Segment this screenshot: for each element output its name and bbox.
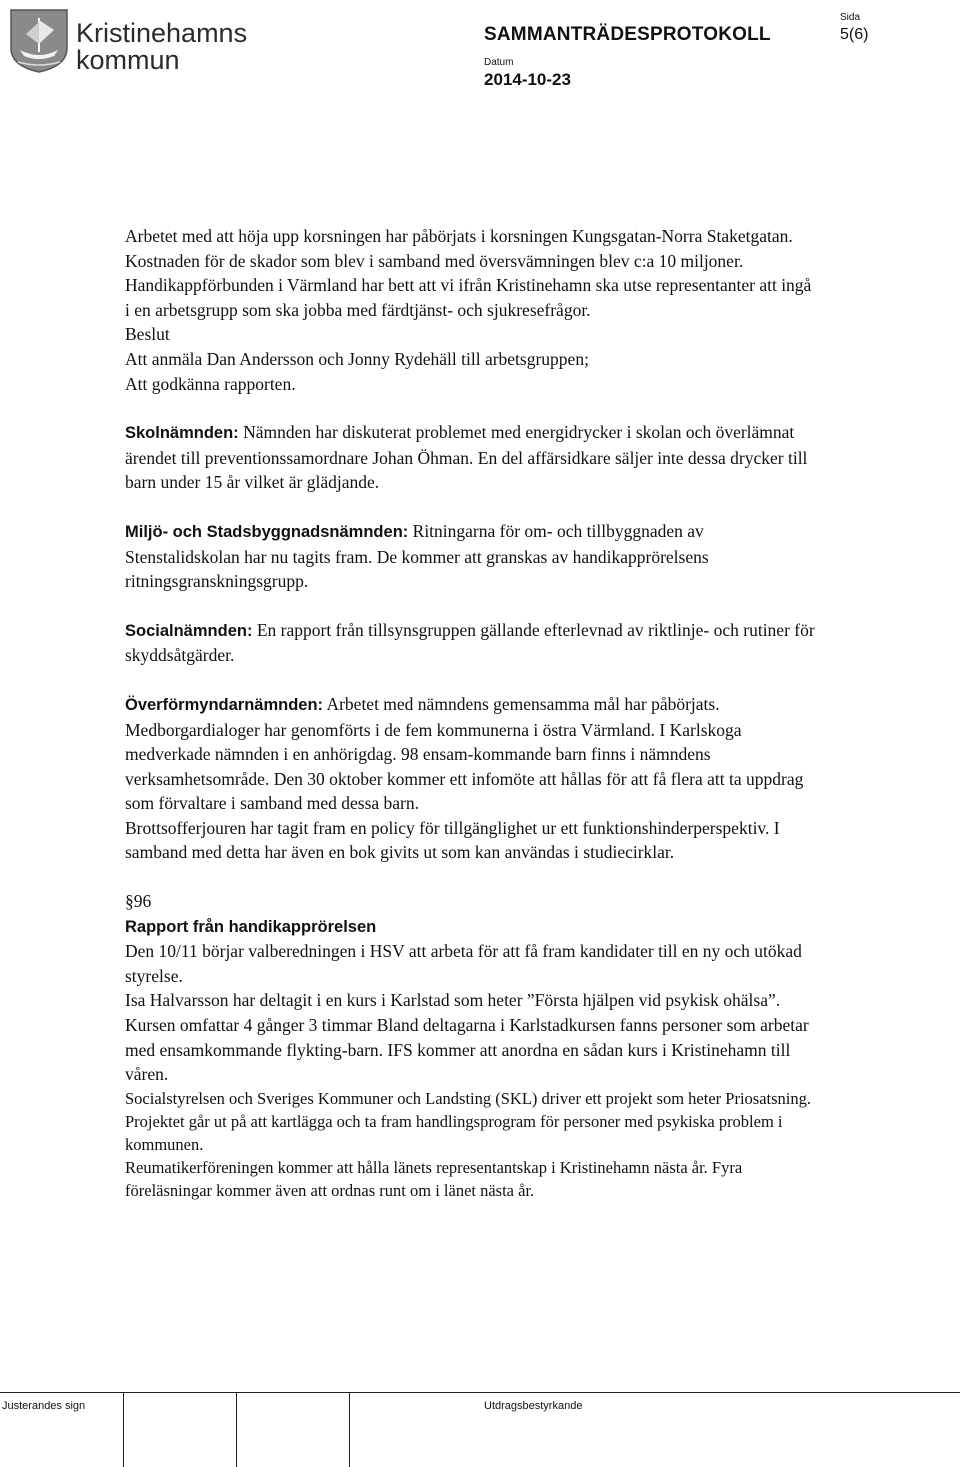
- decision-item-2: Att godkänna rapporten.: [125, 373, 296, 394]
- page-label: Sida: [840, 12, 861, 23]
- paragraph-handikappforbunden: Handikappförbunden i Värmland har bett att vi ifrån Kristinehamn ska utse representanter att ingå i en arbetsgrupp som ska jobba med färdtjänst- och sjukresefrågor.: [125, 275, 812, 320]
- page-number: 5(6): [840, 26, 869, 43]
- signature-footer: [0, 1392, 960, 1466]
- organization-name-line2: kommun: [76, 45, 180, 75]
- footer-column-divider: [349, 1393, 350, 1467]
- section-heading: Överförmyndarnämnden:: [125, 695, 324, 714]
- decision-item-1: Att anmäla Dan Andersson och Jonny Rydehäll till arbetsgruppen;: [125, 348, 589, 369]
- organization-name-line1: Kristinehamns: [76, 18, 248, 48]
- extract-certification-label: Utdragsbestyrkande: [484, 1400, 583, 1412]
- minutes-body: [125, 224, 815, 1202]
- section-title: Rapport från handikapprörelsen: [125, 917, 377, 936]
- section-heading: Miljö- och Stadsbyggnadsnämnden:: [125, 522, 409, 541]
- section-skolnamnden: [125, 420, 815, 495]
- paragraph-kurs: Isa Halvarsson har deltagit i en kurs i Karlstad som heter ”Första hjälpen vid psykisk ohälsa”. Kursen omfattar 4 gånger 3 timmar Bland deltagarna i Karlstadkursen fanns personer som arbetar med ensamkommande flykting-barn. IFS kommer att anordna en sådan kurs i Kristinehamn till våren.: [125, 990, 809, 1085]
- section-text: Ritningarna för om- och tillbyggnaden av Stenstalidskolan har nu tagits fram. De kommer att granskas av handikapprörelsens ritningsgranskningsgrupp.: [125, 520, 709, 592]
- paragraph-intersection: Arbetet med att höja upp korsningen har påbörjats i korsningen Kungsgatan-Norra Staketgatan. Kostnaden för de skador som blev i samband med översvämningen blev c:a 10 miljoner.: [125, 226, 793, 271]
- municipal-ship-logo: [8, 8, 70, 74]
- section-miljo-stadsbyggnad: [125, 519, 815, 594]
- adjuster-sign-label: Justerandes sign: [2, 1400, 86, 1412]
- footer-column-divider: [236, 1393, 237, 1467]
- footer-divider: [0, 1392, 960, 1393]
- section-text: Nämnden har diskuterat problemet med energidrycker i skolan och överlämnat ärendet till preventionssamordnare Johan Öhman. En del affärsidkare säljer inte dessa drycker till barn under 15 år vilket är glädjande.: [125, 422, 808, 493]
- section-overformyndarnamnden: [125, 692, 815, 816]
- section-text: En rapport från tillsynsgruppen gällande efterlevnad av riktlinje- och rutiner för skyddsåtgärder.: [125, 619, 815, 666]
- footer-column-divider: [123, 1393, 124, 1467]
- section-heading: Skolnämnden:: [125, 424, 239, 443]
- decision-heading: Beslut: [125, 324, 170, 345]
- date-label: Datum: [484, 57, 514, 68]
- paragraph-reumatiker: Reumatikerföreningen kommer att hålla länets representantskap i Kristinehamn nästa år. Fyra föreläsningar kommer även att ordnas runt om i länet nästa år.: [125, 1157, 743, 1200]
- meeting-date: 2014-10-23: [484, 70, 571, 89]
- paragraph-priosatsning: Socialstyrelsen och Sveriges Kommuner och Landsting (SKL) driver ett projekt som heter Priosatsning. Projektet går ut på att kartlägga och ta fram handlingsprogram för personer med psykiska problem i kommunen.: [125, 1088, 811, 1154]
- section-text: Arbetet med nämndens gemensamma mål har påbörjats. Medborgardialoger har genomförts i de fem kommunerna i östra Värmland. I Karlskoga medverkade nämnden i en anhörigdag. 98 ensam-kommande barn finns i nämndens verksamhetsområde. Den 30 oktober kommer ett infomöte att hållas för att få flera att ta uppdrag som förvaltare i samband med dessa barn.: [125, 693, 804, 814]
- section-socialnamnden: [125, 618, 815, 668]
- paragraph-valberedning: Den 10/11 börjar valberedningen i HSV att arbeta för att få fram kandidater till en ny och utökad styrelse.: [125, 941, 802, 986]
- document-title: SAMMANTRÄDESPROTOKOLL: [484, 24, 771, 45]
- paragraph-brottsofferjouren: Brottsofferjouren har tagit fram en policy för tillgänglighet ur ett funktionshinderperspektiv. I samband med detta har även en bok givits ut som kan användas i studiecirklar.: [125, 817, 780, 863]
- section-heading: Socialnämnden:: [125, 621, 253, 640]
- organization-name: [76, 20, 247, 74]
- paragraph-number: §96: [125, 891, 152, 912]
